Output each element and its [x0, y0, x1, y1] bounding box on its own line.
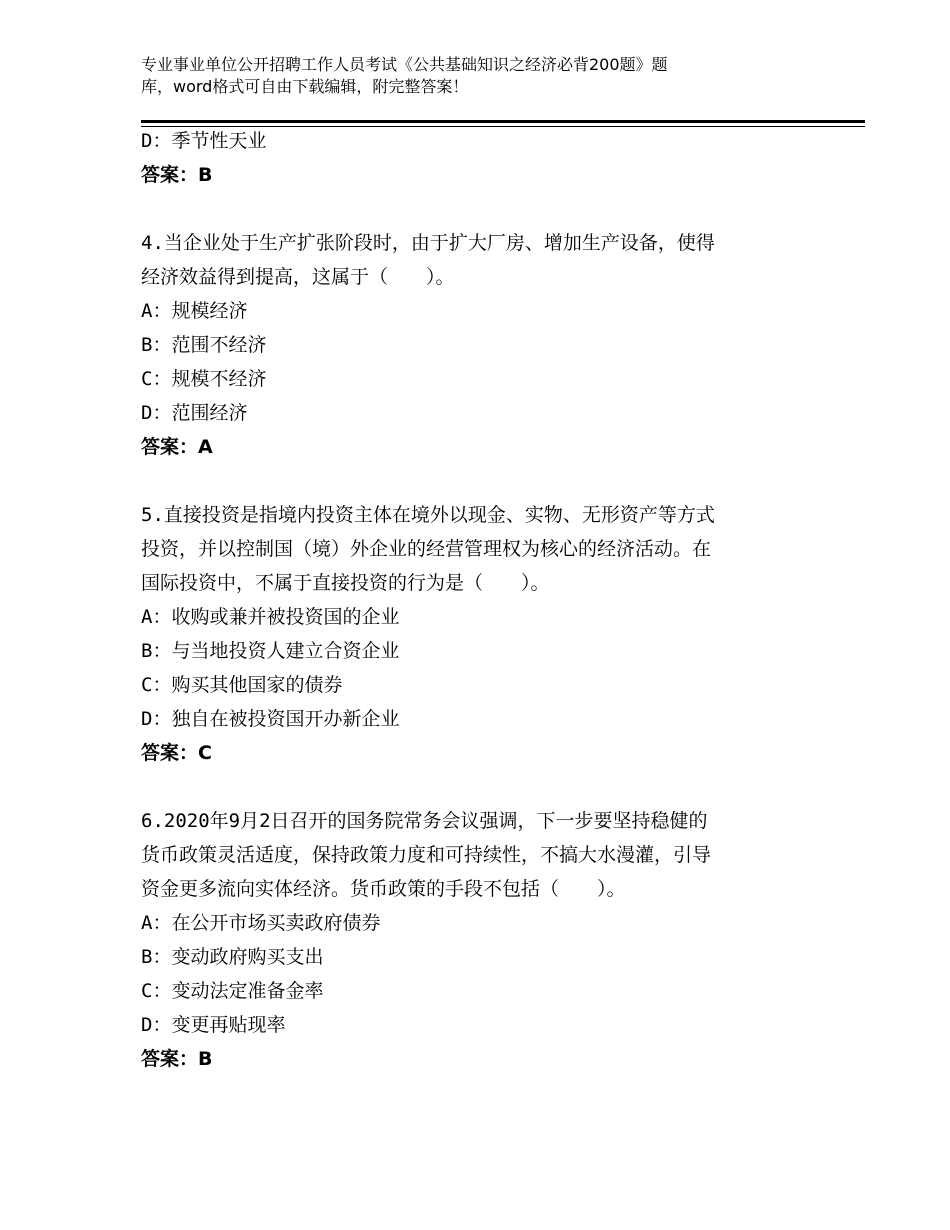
option-a: A：收购或兼并被投资国的企业 — [141, 606, 400, 628]
question-stem-line: 经济效益得到提高，这属于（ ）。 — [141, 266, 455, 288]
question-stem-line: 4.当企业处于生产扩张阶段时，由于扩大厂房、增加生产设备，使得 — [141, 232, 715, 254]
header-title-line-1: 专业事业单位公开招聘工作人员考试《公共基础知识之经济必背200题》题 — [141, 55, 668, 74]
option-c: C：购买其他国家的债券 — [141, 674, 343, 696]
question-stem-line: 6.2020年9月2日召开的国务院常务会议强调，下一步要坚持稳健的 — [141, 810, 708, 832]
option-b: B：变动政府购买支出 — [141, 946, 324, 968]
answer-line: 答案：C — [141, 742, 212, 764]
option-d: D：变更再贴现率 — [141, 1014, 286, 1036]
answer-line: 答案：B — [141, 164, 213, 186]
option-b: B：与当地投资人建立合资企业 — [141, 640, 400, 662]
document-body — [141, 124, 821, 1076]
option-c: C：变动法定准备金率 — [141, 980, 324, 1002]
answer-line: 答案：A — [141, 436, 213, 458]
question-stem-line: 5.直接投资是指境内投资主体在境外以现金、实物、无形资产等方式 — [141, 504, 715, 526]
question-stem-line: 资金更多流向实体经济。货币政策的手段不包括（ ）。 — [141, 878, 626, 900]
option-c: C：规模不经济 — [141, 368, 267, 390]
question-stem-line: 国际投资中，不属于直接投资的行为是（ ）。 — [141, 572, 550, 594]
question-stem-line: 货币政策灵活适度，保持政策力度和可持续性，不搞大水漫灌，引导 — [141, 844, 712, 866]
answer-line: 答案：B — [141, 1048, 213, 1070]
option-d: D：季节性天业 — [141, 130, 267, 152]
option-a: A：在公开市场买卖政府债券 — [141, 912, 381, 934]
question-4 — [141, 226, 821, 464]
previous-question-tail — [141, 124, 821, 192]
document-header — [141, 54, 841, 98]
option-a: A：规模经济 — [141, 300, 248, 322]
question-5 — [141, 498, 821, 770]
header-title-line-2: 库，word格式可自由下载编辑，附完整答案！ — [141, 77, 469, 96]
question-stem-line: 投资，并以控制国（境）外企业的经营管理权为核心的经济活动。在 — [141, 538, 712, 560]
option-d: D：范围经济 — [141, 402, 248, 424]
option-b: B：范围不经济 — [141, 334, 267, 356]
header-rule-thick — [141, 120, 865, 123]
option-d: D：独自在被投资国开办新企业 — [141, 708, 400, 730]
question-6 — [141, 804, 821, 1076]
